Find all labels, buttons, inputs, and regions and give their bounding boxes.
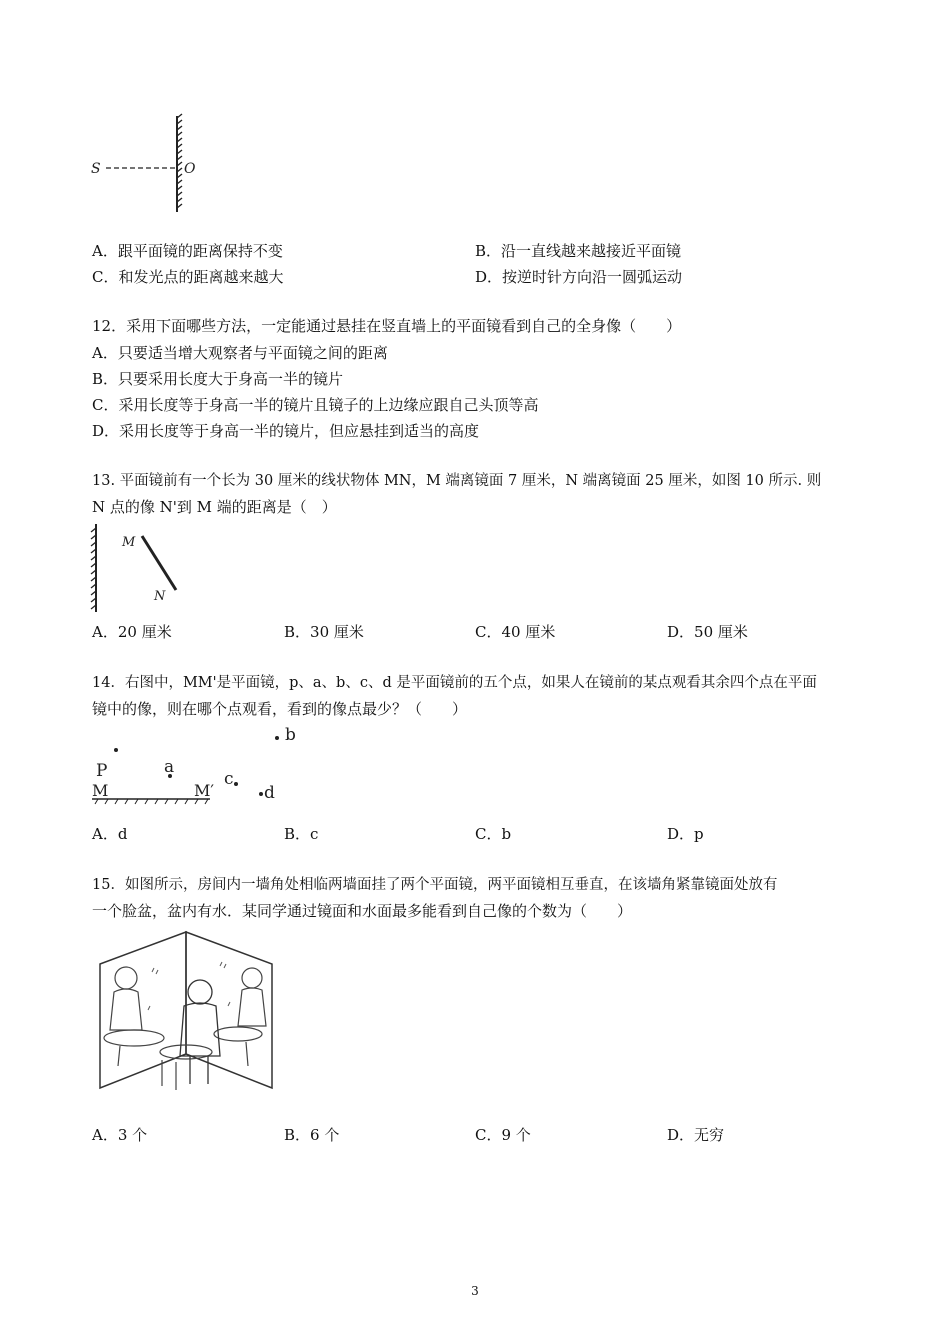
- q15-option-a: A．3 个: [92, 1126, 148, 1144]
- q11-label-s: S: [91, 161, 101, 177]
- q14-label-c: c: [224, 769, 234, 789]
- q13-option-d: D．50 厘米: [667, 623, 748, 641]
- q14-option-b: B．c: [284, 825, 319, 843]
- q11-option-c: C．和发光点的距离越来越大: [92, 268, 284, 286]
- q14-mirror-figure: [86, 720, 306, 810]
- q12-option-b: B．只要采用长度大于身高一半的镜片: [92, 370, 344, 388]
- q12-stem: 12．采用下面哪些方法，一定能通过悬挂在竖直墙上的平面镜看到自己的全身像（ ）: [92, 317, 682, 335]
- q11-option-d: D．按逆时针方向沿一圆弧运动: [475, 268, 683, 286]
- q12-option-a: A．只要适当增大观察者与平面镜之间的距离: [92, 344, 388, 362]
- q13-option-c: C．40 厘米: [475, 623, 556, 641]
- q15-corner-mirrors-figure: [96, 926, 282, 1096]
- q11-label-o: O: [184, 161, 196, 177]
- q12-option-d: D．采用长度等于身高一半的镜片，但应悬挂到适当的高度: [92, 422, 480, 440]
- page-number: 3: [471, 1284, 479, 1298]
- q14-label-p: P: [96, 761, 108, 781]
- q14-label-m: M: [92, 781, 109, 800]
- q11-option-a: A．跟平面镜的距离保持不变: [92, 242, 283, 260]
- q13-label-n: N: [154, 589, 166, 604]
- q13-stem-line2: N 点的像 N'到 M 端的距离是（ ）: [92, 498, 337, 516]
- q14-option-d: D．p: [667, 825, 704, 843]
- q15-option-c: C．9 个: [475, 1126, 531, 1144]
- q14-option-a: A．d: [92, 825, 128, 843]
- q13-mirror-figure: [86, 522, 196, 616]
- q14-option-c: C．b: [475, 825, 512, 843]
- q11-mirror-figure: [86, 112, 216, 218]
- q14-stem-line2: 镜中的像，则在哪个点观看，看到的像点最少？（ ）: [92, 700, 468, 718]
- q12-option-c: C．采用长度等于身高一半的镜片且镜子的上边缘应跟自己头顶等高: [92, 396, 539, 414]
- q15-option-d: D．无穷: [667, 1126, 725, 1144]
- q14-label-b: b: [285, 725, 296, 745]
- q15-stem-line1: 15．如图所示，房间内一墙角处相临两墙面挂了两个平面镜，两平面镜相互垂直，在该墙角紧靠镜面处放有: [92, 877, 778, 893]
- q14-label-m-prime: M′: [194, 781, 215, 800]
- q13-option-b: B．30 厘米: [284, 623, 364, 641]
- q15-stem-line2: 一个脸盆，盆内有水．某同学通过镜面和水面最多能看到自己像的个数为（ ）: [92, 902, 633, 920]
- q13-label-m: M: [122, 535, 136, 550]
- q13-option-a: A．20 厘米: [92, 623, 172, 641]
- q14-stem-line1: 14．右图中，MM'是平面镜，p、a、b、c、d 是平面镜前的五个点，如果人在镜前的某点观看其余四个点在平面: [92, 675, 817, 691]
- q11-option-b: B．沿一直线越来越接近平面镜: [475, 242, 682, 260]
- q15-option-b: B．6 个: [284, 1126, 340, 1144]
- q14-label-d: d: [264, 783, 275, 803]
- q14-label-a: a: [164, 757, 175, 777]
- q13-stem-line1: 13. 平面镜前有一个长为 30 厘米的线状物体 MN，M 端离镜面 7 厘米，N 端离镜面 25 厘米，如图 10 所示. 则: [92, 473, 822, 489]
